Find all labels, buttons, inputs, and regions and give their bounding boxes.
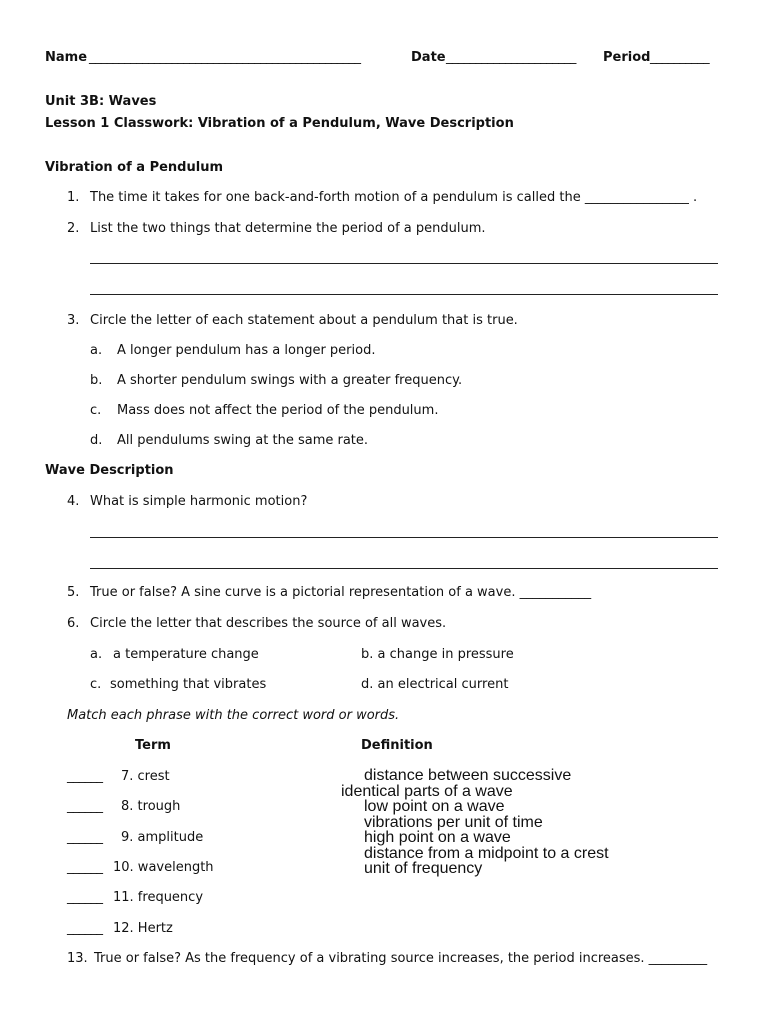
term-label: 9. amplitude [121,830,204,845]
question-13-text: True or false? As the frequency of a vibrating source increases, the period increases. _________ [94,951,708,966]
match-instruction: Match each phrase with the correct word or words. [67,708,400,723]
option-text: A longer pendulum has a longer period. [117,343,376,358]
option-text[interactable]: b. a change in pressure [361,647,514,662]
name-label: Name [45,50,88,65]
definition-text: distance from a midpoint to a crest [364,845,609,862]
definition-column-header: Definition [361,738,433,753]
option-text: A shorter pendulum swings with a greater frequency. [117,373,463,388]
question-number: 4. [67,494,80,509]
option-text: All pendulums swing at the same rate. [117,433,369,448]
question-1-text: The time it takes for one back-and-forth motion of a pendulum is called the ________________ . [90,190,698,205]
term-label: 11. frequency [113,890,204,905]
question-3-text: Circle the letter of each statement about a pendulum that is true. [90,313,518,328]
lesson-title: Lesson 1 Classwork: Vibration of a Pendulum, Wave Description [45,116,514,131]
section-heading-wave-description: Wave Description [45,463,174,478]
definition-text: vibrations per unit of time [364,814,543,831]
date-label: Date [411,50,446,65]
match-blank[interactable]: ______ [67,921,103,936]
definition-text: high point on a wave [364,829,511,846]
option-text: Mass does not affect the period of the pendulum. [117,403,439,418]
match-blank[interactable]: ______ [67,830,103,845]
answer-line[interactable] [90,263,718,264]
question-2-text: List the two things that determine the period of a pendulum. [90,221,486,236]
term-column-header: Term [135,738,171,753]
period-label: Period [603,50,651,65]
question-6-text: Circle the letter that describes the source of all waves. [90,616,447,631]
option-text: a temperature change [113,647,259,662]
name-blank[interactable]: ______________________________________________ [89,50,361,65]
option-letter[interactable]: a. [90,343,103,358]
unit-title: Unit 3B: Waves [45,94,157,109]
question-number: 5. [67,585,80,600]
option-letter[interactable]: d. [90,433,103,448]
match-blank[interactable]: ______ [67,860,103,875]
option-letter[interactable]: b. [90,373,103,388]
definition-text: unit of frequency [364,860,483,877]
option-letter[interactable]: c. [90,677,102,692]
option-text[interactable]: d. an electrical current [361,677,509,692]
period-blank[interactable]: __________ [650,50,710,65]
section-heading-pendulum: Vibration of a Pendulum [45,160,223,175]
answer-line[interactable] [90,537,718,538]
question-4-text: What is simple harmonic motion? [90,494,308,509]
question-number: 6. [67,616,80,631]
definition-text: distance between successive [364,767,572,784]
term-label: 10. wavelength [113,860,214,875]
question-number: 3. [67,313,80,328]
match-blank[interactable]: ______ [67,769,103,784]
answer-line[interactable] [90,294,718,295]
option-letter[interactable]: c. [90,403,102,418]
question-number: 2. [67,221,80,236]
definition-text: identical parts of a wave [341,783,513,800]
term-label: 12. Hertz [113,921,173,936]
match-blank[interactable]: ______ [67,799,103,814]
question-number: 13. [67,951,88,966]
definition-text: low point on a wave [364,798,505,815]
option-text: something that vibrates [110,677,267,692]
term-label: 8. trough [121,799,181,814]
question-number: 1. [67,190,80,205]
date-blank[interactable]: ______________________ [446,50,576,65]
option-letter[interactable]: a. [90,647,103,662]
match-blank[interactable]: ______ [67,890,103,905]
question-5-text: True or false? A sine curve is a pictorial representation of a wave. ___________ [90,585,592,600]
term-label: 7. crest [121,769,170,784]
answer-line[interactable] [90,568,718,569]
